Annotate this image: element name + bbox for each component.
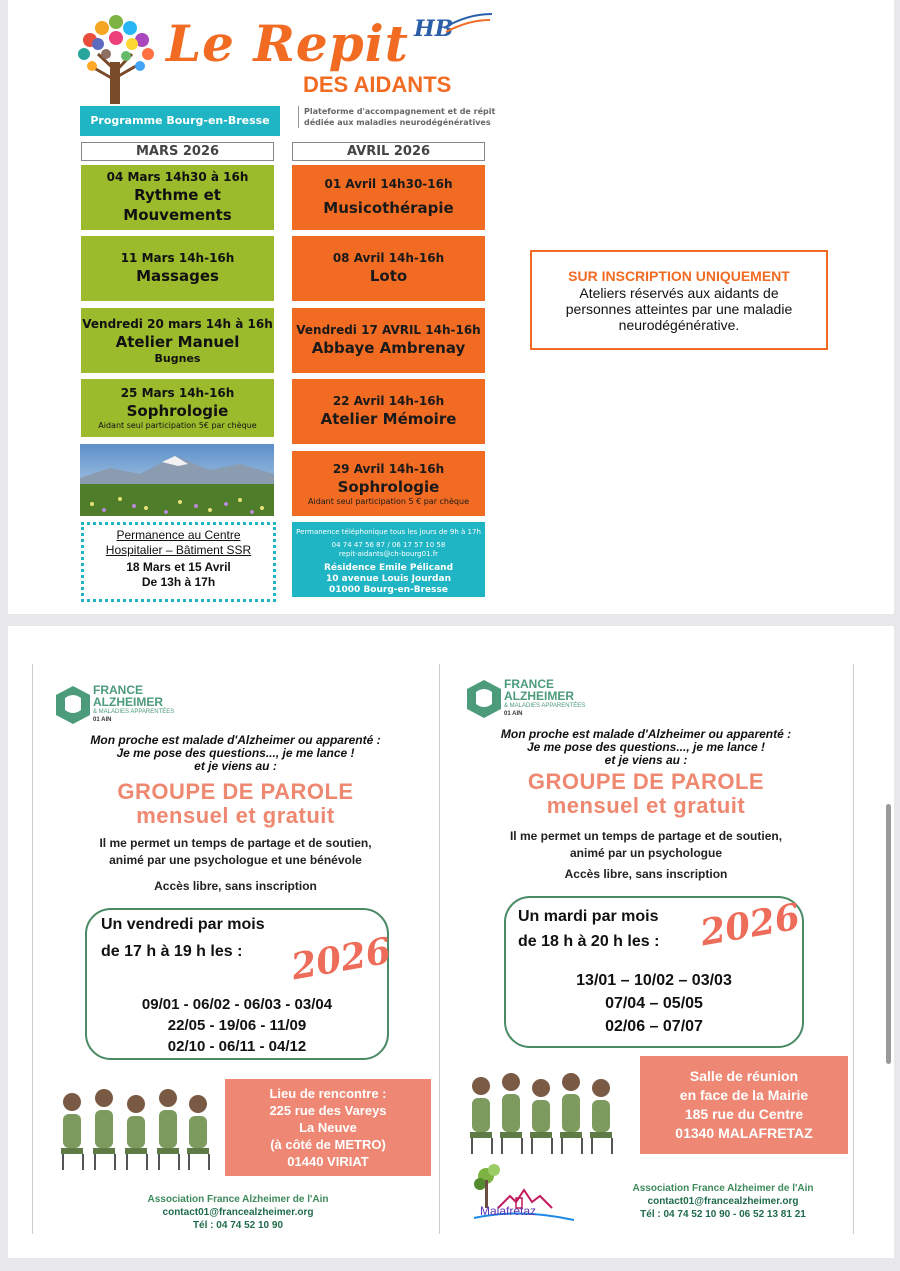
- venue-line-2: en face de la Mairie: [679, 1087, 809, 1103]
- event-date: 01 Avril 14h30-16h: [324, 177, 453, 191]
- platform-line-1: Plateforme d'accompagnement et de répit: [304, 107, 496, 116]
- contact-line-3: repit-aidants@ch-bourg01.fr: [338, 550, 439, 558]
- dates-line-1: 13/01 – 10/02 – 03/03: [576, 972, 732, 989]
- logo-line-2: ALZHEIMER: [504, 689, 574, 703]
- vertical-scrollbar-thumb[interactable]: [886, 804, 891, 1064]
- inscription-box: [530, 250, 828, 350]
- april-event-3: [292, 308, 485, 373]
- tree-logo-icon: [70, 10, 162, 106]
- logo-line-3: & MALADIES APPARENTÉES: [504, 703, 586, 709]
- intro-line-2: Je me pose des questions..., je me lance !: [116, 746, 355, 760]
- permanence-line-2: Hospitalier – Bâtiment SSR: [105, 543, 252, 557]
- logo-line-3: & MALADIES APPARENTÉES: [93, 709, 175, 715]
- intro-text: [440, 728, 852, 767]
- event-title: Atelier Manuel: [115, 332, 240, 351]
- year-badge: 2026: [697, 895, 804, 955]
- description-text: [33, 835, 438, 895]
- event-title: Massages: [136, 267, 219, 285]
- contact-line-6: 01000 Bourg-en-Bresse: [329, 585, 448, 595]
- group-title-line-2: mensuel et gratuit: [546, 793, 746, 818]
- venue-line-2: 225 rue des Vareys: [269, 1103, 387, 1118]
- venue-line-1: Salle de réunion: [689, 1068, 799, 1084]
- association-info: [88, 1193, 388, 1232]
- event-date: 29 Avril 14h-16h: [332, 461, 445, 476]
- association-email: contact01@francealzheimer.org: [162, 1207, 314, 1218]
- support-group-illustration: [466, 1058, 618, 1158]
- contact-line-5: 10 avenue Louis Jourdan: [326, 574, 451, 584]
- march-event-4: [81, 379, 274, 437]
- event-title: Atelier Mémoire: [320, 410, 457, 428]
- permanence-box: [81, 522, 276, 602]
- description-text: [440, 828, 852, 883]
- venue-box: [225, 1079, 431, 1176]
- march-header: MARS 2026: [81, 142, 274, 161]
- association-phone: Tél : 04 74 52 10 90: [192, 1220, 284, 1231]
- logo-line-2: ALZHEIMER: [93, 695, 163, 709]
- logo-text: [504, 678, 585, 718]
- malafretaz-town-logo-icon: [470, 1162, 580, 1232]
- schedule-line-1: Un mardi par mois: [518, 908, 659, 925]
- dates-line-3: 02/10 - 06/11 - 04/12: [167, 1038, 307, 1055]
- permanence-line-4: De 13h à 17h: [141, 575, 216, 589]
- contact-line-1: Permanence téléphonique tous les jours de 9h à 17h: [296, 528, 481, 536]
- event-title: Sophrologie: [126, 402, 229, 420]
- permanence-line-1: Permanence au Centre: [116, 528, 241, 542]
- march-event-3: [81, 308, 274, 373]
- event-date: 22 Avril 14h-16h: [332, 394, 445, 408]
- venue-box: [640, 1056, 848, 1154]
- venue-line-5: 01440 VIRIAT: [287, 1154, 369, 1169]
- logo-line-4: 01 AIN: [93, 717, 112, 723]
- association-name: Association France Alzheimer de l'Ain: [147, 1194, 329, 1205]
- top-document-page: [8, 0, 894, 614]
- program-label: Programme Bourg-en-Bresse: [80, 106, 280, 136]
- flyer-malafretaz: [440, 626, 852, 1258]
- access-text: Accès libre, sans inscription: [154, 879, 317, 893]
- intro-line-1: Mon proche est malade d'Alzheimer ou apparenté :: [500, 727, 792, 741]
- platform-description: [298, 106, 495, 128]
- group-title-line-1: GROUPE DE PAROLE: [117, 779, 354, 804]
- dates-list: [87, 994, 387, 1057]
- year-badge: 2026: [288, 929, 395, 989]
- france-alzheimer-logo-icon: [464, 678, 504, 720]
- dates-line-2: 07/04 – 05/05: [605, 995, 703, 1012]
- april-event-2: [292, 236, 485, 301]
- april-header: AVRIL 2026: [292, 142, 485, 161]
- intro-line-1: Mon proche est malade d'Alzheimer ou apparenté :: [90, 733, 381, 747]
- schedule-line-2: de 17 h à 19 h les :: [101, 943, 243, 960]
- intro-text: [33, 734, 438, 773]
- access-text: Accès libre, sans inscription: [564, 867, 728, 881]
- march-event-1: [81, 165, 274, 230]
- april-event-4: [292, 379, 485, 444]
- association-phone: Tél : 04 74 52 10 90 - 06 52 13 81 21: [640, 1209, 806, 1220]
- association-name: Association France Alzheimer de l'Ain: [632, 1183, 814, 1194]
- venue-line-3: 185 rue du Centre: [684, 1106, 804, 1122]
- event-title: Musicothérapie: [323, 199, 454, 217]
- venue-line-4: 01340 MALAFRETAZ: [675, 1125, 813, 1141]
- schedule-line-2: de 18 h à 20 h les :: [518, 933, 660, 950]
- contact-line-4: Résidence Emile Pélicand: [323, 563, 454, 573]
- association-email: contact01@francealzheimer.org: [647, 1196, 799, 1207]
- group-title-line-2: mensuel et gratuit: [136, 803, 335, 828]
- group-title: [33, 780, 438, 828]
- bottom-document-page: [8, 626, 894, 1258]
- april-event-1: [292, 165, 485, 230]
- page-right-edge: [853, 664, 854, 1234]
- event-title: Rythme et Mouvements: [123, 186, 232, 224]
- schedule-box: [85, 908, 395, 1060]
- mountain-meadow-image: [80, 444, 274, 516]
- france-alzheimer-logo-icon: [53, 684, 93, 726]
- venue-line-3: La Neuve: [299, 1120, 357, 1135]
- event-subtitle: Bugnes: [154, 351, 201, 365]
- svg-text:HB: HB: [414, 16, 454, 42]
- schedule-box: [504, 896, 804, 1048]
- description-line-1: Il me permet un temps de partage et de soutien,: [509, 829, 783, 843]
- logo-line-1: FRANCE: [504, 677, 554, 691]
- support-group-illustration: [55, 1074, 215, 1176]
- contact-box: [292, 522, 485, 597]
- permanence-line-3: 18 Mars et 15 Avril: [126, 560, 231, 574]
- event-date: 11 Mars 14h-16h: [120, 251, 235, 265]
- logo-title: Le Repit: [166, 14, 409, 73]
- association-info: [598, 1182, 848, 1221]
- intro-line-3: et je viens au :: [604, 753, 688, 767]
- event-date: 25 Mars 14h-16h: [120, 386, 235, 400]
- logo-subtitle: DES AIDANTS: [303, 72, 452, 97]
- inscription-text: Ateliers réservés aux aidants de personnes atteintes par une maladie neurodégénérative.: [565, 285, 793, 333]
- flyer-viriat: [33, 626, 438, 1258]
- schedule-line-1: Un vendredi par mois: [101, 916, 265, 933]
- april-event-5: [292, 451, 485, 516]
- intro-line-3: et je viens au :: [194, 759, 277, 773]
- event-note: Aidant seul participation 5 € par chèque: [308, 496, 469, 506]
- venue-line-1: Lieu de rencontre :: [269, 1086, 387, 1101]
- malafretaz-town-name: Malafretaz: [480, 1204, 537, 1218]
- event-note: Aidant seul participation 5€ par chèque: [98, 421, 257, 430]
- platform-line-2: dédiée aux maladies neurodégénératives: [304, 118, 491, 127]
- dates-line-2: 22/05 - 19/06 - 11/09: [167, 1017, 307, 1034]
- group-title: [440, 770, 852, 818]
- group-title-line-1: GROUPE DE PAROLE: [527, 769, 765, 794]
- event-date: Vendredi 17 AVRIL 14h-16h: [296, 323, 481, 337]
- dates-line-3: 02/06 – 07/07: [605, 1018, 703, 1035]
- event-date: 08 Avril 14h-16h: [332, 251, 445, 265]
- event-date: Vendredi 20 mars 14h à 16h: [82, 316, 273, 331]
- contact-line-2: 04 74 47 56 87 / 06 17 57 10 58: [331, 541, 446, 549]
- description-line-2: animé par une psychologue et une bénévole: [109, 853, 362, 867]
- logo-text: [93, 684, 174, 724]
- description-line-2: animé par un psychologue: [569, 846, 723, 860]
- dates-list: [506, 969, 802, 1038]
- inscription-title: SUR INSCRIPTION UNIQUEMENT: [568, 268, 790, 284]
- logo-line-1: FRANCE: [93, 683, 143, 697]
- event-title: Loto: [369, 267, 408, 285]
- event-date: 04 Mars 14h30 à 16h: [106, 170, 249, 184]
- logo-line-4: 01 AIN: [504, 711, 523, 717]
- hospital-logo-icon: [412, 10, 494, 46]
- event-title: Abbaye Ambrenay: [311, 339, 466, 357]
- venue-line-4: (à côté de METRO): [270, 1137, 386, 1152]
- dates-line-1: 09/01 - 06/02 - 06/03 - 03/04: [141, 996, 333, 1013]
- intro-line-2: Je me pose des questions..., je me lance !: [526, 740, 766, 754]
- march-event-2: [81, 236, 274, 301]
- event-title: Sophrologie: [337, 477, 440, 496]
- description-line-1: Il me permet un temps de partage et de soutien,: [99, 836, 372, 850]
